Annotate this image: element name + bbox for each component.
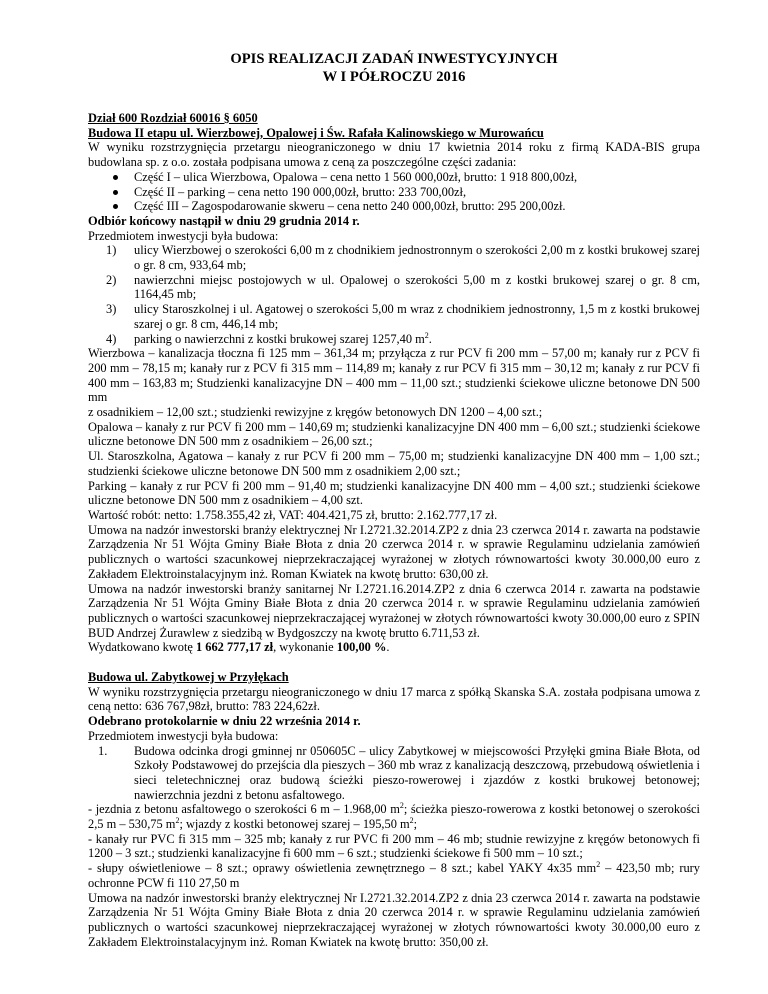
- opalowa-details: Opalowa – kanały z rur PCV fi 200 mm – 140,69 m; studzienki kanalizacyjne DN 400 mm – 6,00 szt.; studzienki ściekowe uliczne betonowe DN 500 mm z osadnikiem – 26,00 szt.;: [88, 419, 700, 449]
- list-item: 3) ulicy Staroszkolnej i ul. Agatowej o szerokości 5,00 m wraz z chodnikiem jednostronny, 1,5 m z kostki brukowej szarej o gr. 8 cm, 446,14 mb;: [106, 302, 700, 331]
- bullet-icon: [113, 175, 118, 180]
- scope-intro: Przedmiotem inwestycji była budowa:: [88, 228, 279, 243]
- execution-percent: 100,00 %: [336, 640, 387, 655]
- section-heading: Budowa ul. Zabytkowej w Przyłękach: [88, 670, 289, 685]
- wierzbowa-details-cont: z osadnikiem – 12,00 szt.; studzienki rewizyjne z kręgów betonowych DN 1200 – 4,00 szt.;: [88, 405, 543, 420]
- spending-summary: Wydatkowano kwotę 1 662 777,17 zł, wykonanie 100,00 %.: [88, 640, 390, 655]
- scope-list: [88, 243, 700, 346]
- document-page: [88, 0, 700, 949]
- spent-amount: 1 662 777,17 zł: [196, 640, 274, 655]
- list-item: 1. Budowa odcinka drogi gminnej nr 050605C – ulicy Zabytkowej w miejscowości Przyłęki gmina Białe Błota, od Szkoły Podstawowej do przejścia dla pieszych – 360 mb wraz z kanalizacją deszczową, przebudową oświetlenia i sieci teletechnicznej oraz budową ścieżki pieszo-rowerowej i zjazdów z kostki brukowej betonowej; nawierzchnia jezdni z betonu asfaltowego.: [98, 743, 700, 802]
- tender-intro: W wyniku rozstrzygnięcia przetargu nieograniczonego w dniu 17 kwietnia 2014 roku z firmą KADA-BIS grupa budowlana sp. z o.o. została podpisana umowa z ceną za poszczególne części zadania:: [88, 140, 700, 170]
- parking-details: Parking – kanały z rur PCV fi 200 mm – 91,40 m; studzienki kanalizacyjne DN 400 mm – 4,00 szt.; studzienki ściekowe uliczne betonowe DN 500 mm z osadnikiem – 4,00 szt.: [88, 478, 700, 508]
- list-item: Część II – parking – cena netto 190 000,00zł, brutto: 233 700,00zł,: [88, 185, 700, 200]
- works-value: Wartość robót: netto: 1.758.355,42 zł, VAT: 404.421,75 zł, brutto: 2.162.777,17 zł.: [88, 507, 498, 522]
- list-item: Część I – ulica Wierzbowa, Opalowa – cena netto 1 560 000,00zł, brutto: 1 918 800,00zł,: [88, 170, 700, 185]
- title-line-1: OPIS REALIZACJI ZADAŃ INWESTYCYJNYCH: [230, 51, 558, 67]
- list-item: 1) ulicy Wierzbowej o szerokości 6,00 m z chodnikiem jednostronnym o szerokości 2,00 m z kostki brukowej szarej o gr. 8 cm, 933,64 mb;: [106, 243, 700, 273]
- budget-classification: Dział 600 Rozdział 60016 § 6050: [88, 111, 258, 125]
- lighting-details: - słupy oświetleniowe – 8 szt.; oprawy oświetlenia zewnętrznego – 8 szt.; kabel YAKY 4x35 $mm^2 - 423,50$ mb; rury ochronne PCW fi 110 27,50 m: [88, 860, 700, 890]
- section-zabytkowa: [88, 670, 700, 949]
- list-item: 4) parking o nawierzchni z kostki brukowej szarej 1257,40 $m^2$.: [106, 330, 432, 346]
- section-heading: Budowa II etapu ul. Wierzbowej, Opalowej i Św. Rafała Kalinowskiego w Murowańcu: [88, 125, 544, 140]
- acceptance-date: Odebrano protokolarnie w dniu 22 września 2014 r.: [88, 714, 361, 729]
- bullet-icon: [113, 204, 118, 209]
- title-line-2: W I PÓŁROCZU 2016: [322, 69, 466, 85]
- wierzbowa-details: Wierzbowa – kanalizacja tłoczna fi 125 mm – 361,34 m; przyłącza z rur PCV fi 200 mm – 57,00 m; kanały rur z PCV fi 200 mm – 78,15 m; kanały rur z PCV fi 315 mm – 114,89 m; kanały z rur PCV fi 315 mm – 30,12 m; kanały z rur PCV fi 400 mm – 163,83 m; Studzienki kanalizacyjne DN – 400 mm – 11,00 szt.; studzienki ściekowe uliczne betonowe DN 500 mm: [88, 346, 700, 405]
- list-item: Część III – Zagospodarowanie skweru – cena netto 240 000,00zł, brutto: 295 200,00zł.: [88, 199, 700, 214]
- section-murowaniec: [88, 111, 700, 655]
- electrical-supervision-contract: Umowa na nadzór inwestorski branży elektrycznej Nr I.2721.32.2014.ZP2 z dnia 23 czerwca 2014 r. zawarta na podstawie Zarządzenia Nr 51 Wójta Gminy Białe Błota z dnia 20 czerwca 2014 r. w sprawie Regulaminu udzielania zamówień publicznych o wartości szacunkowej nieprzekraczającej wyrażonej w złotych równowartości kwoty 30.000,00 euro z Zakładem Elektroinstalacyjnym inż. Roman Kwiatek na kwotę brutto: 630,00 zł.: [88, 522, 700, 581]
- drainage-details: - kanały rur PVC fi 315 mm – 325 mb; kanały z rur PVC fi 200 mm – 46 mb; studnie rewizyjne z kręgów betonowych fi 1200 – 3 szt.; studzienki kanalizacyjne fi 600 mm – 6 szt.; studzienki ściekowe fi 500 mm – 10 szt.;: [88, 831, 700, 861]
- electrical-supervision-contract: Umowa na nadzór inwestorski branży elektrycznej Nr I.2721.32.2014.ZP2 z dnia 23 czerwca 2014 r. zawarta na podstawie Zarządzenia Nr 51 Wójta Gminy Białe Błota z dnia 20 czerwca 2014 r. w sprawie Regulaminu udzielania zamówień publicznych o wartości szacunkowej nieprzekraczającej wyrażonej w złotych równowartości kwoty 30.000,00 euro z Zakładem Elektroinstalacyjnym inż. Roman Kwiatek na kwotę brutto: 350,00 zł.: [88, 890, 700, 949]
- document-title: [88, 50, 700, 86]
- final-acceptance: Odbiór końcowy nastąpił w dniu 29 grudnia 2014 r.: [88, 213, 360, 228]
- scope-list: [88, 744, 700, 803]
- scope-intro: Przedmiotem inwestycji była budowa:: [88, 728, 279, 743]
- list-item: 2) nawierzchni miejsc postojowych w ul. Opalowej o szerokości 5,00 m z kostki brukowej szarej o gr. 8 cm, 1164,45 mb;: [106, 272, 700, 302]
- sanitary-supervision-contract: Umowa na nadzór inwestorski branży sanitarnej Nr I.2721.16.2014.ZP2 z dnia 6 czerwca 2014 r. zawarta na podstawie Zarządzenia Nr 51 Wójta Gminy Białe Błota z dnia 20 czerwca 2014 r. w sprawie Regulaminu udzielania zamówień publicznych o wartości szacunkowej nieprzekraczającej wyrażonej w złotych równowartości kwoty 30.000,00 euro z SPIN BUD Andrzej Żurawlew z siedzibą w Bydgoszczy na kwotę brutto 6.711,53 zł.: [88, 581, 700, 640]
- bullet-icon: [113, 190, 118, 195]
- contract-parts-list: [88, 170, 700, 214]
- staroszkolna-details: Ul. Staroszkolna, Agatowa – kanały z rur PCV fi 200 mm – 75,00 m; studzienki kanalizacyjne DN 400 mm – 1,00 szt.; studzienki ściekowe uliczne betonowe DN 500 mm z osadnikiem 2,00 szt.;: [88, 449, 700, 478]
- tender-intro: W wyniku rozstrzygnięcia przetargu nieograniczonego w dniu 17 marca z spółką Skanska S.A. została podpisana umowa z ceną netto: 636 767,98zł, brutto: 783 224,62zł.: [88, 684, 700, 714]
- roadway-details: - jezdnia z betonu asfaltowego o szerokości 6 m – 1.968,00 $m^2$; ścieżka pieszo-rowerowa z kostki betonowej o szerokości 2,5 m – 530,75 $m^2$; wjazdy z kostki betonowej szarej – 195,50 $m^2$;: [88, 801, 700, 832]
